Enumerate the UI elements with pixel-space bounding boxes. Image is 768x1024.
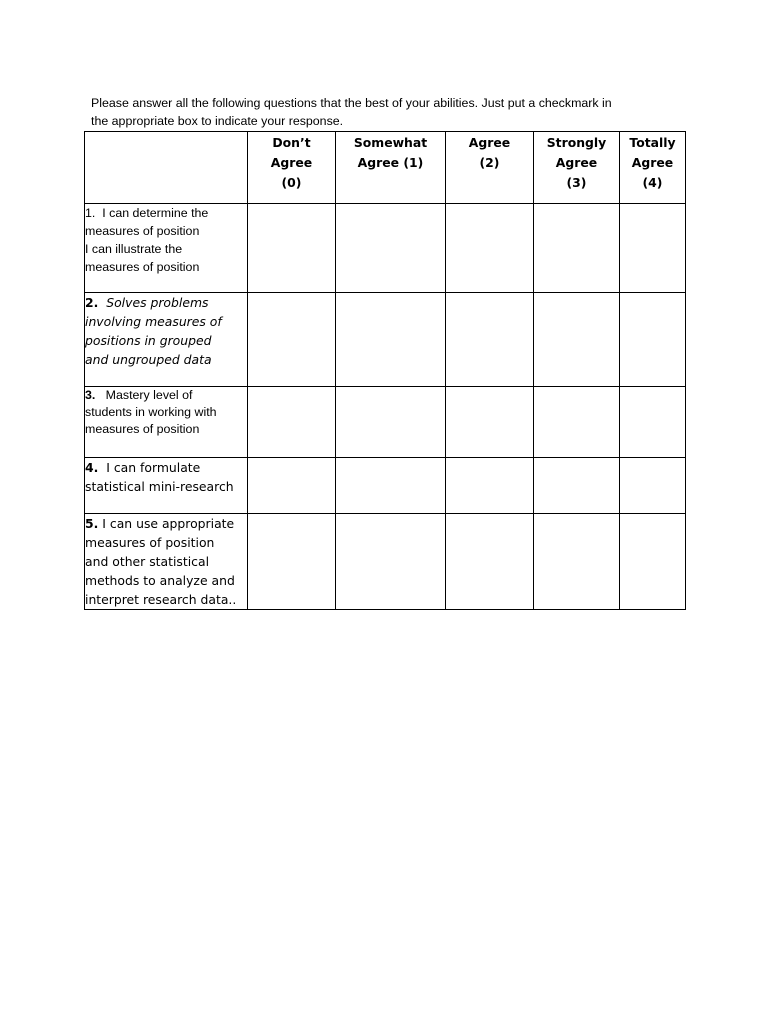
q1-somewhat-agree-checkbox[interactable] <box>336 204 446 293</box>
q4-strongly-agree-checkbox[interactable] <box>534 458 620 514</box>
question-row <box>85 458 686 514</box>
q1-agree-checkbox[interactable] <box>446 204 534 293</box>
header-strongly-agree: Strongly Agree (3) <box>534 132 620 204</box>
instructions-line-1: Please answer all the following questions that the best of your abilities. Just put a checkmark in <box>91 96 612 110</box>
survey-table <box>84 131 686 610</box>
question-5-text: 5. I can use appropriate measures of position and other statistical methods to analyze and interpret research data.. <box>85 514 248 610</box>
q4-somewhat-agree-checkbox[interactable] <box>336 458 446 514</box>
q4-agree-checkbox[interactable] <box>446 458 534 514</box>
header-totally-agree: Totally Agree (4) <box>620 132 686 204</box>
question-2-text: 2. Solves problems involving measures of positions in grouped and ungrouped data <box>85 293 248 387</box>
q5-strongly-agree-checkbox[interactable] <box>534 514 620 610</box>
q2-agree-checkbox[interactable] <box>446 293 534 387</box>
q3-dont-agree-checkbox[interactable] <box>248 387 336 458</box>
question-3-text: 3. Mastery level of students in working with measures of position <box>85 387 248 458</box>
q3-somewhat-agree-checkbox[interactable] <box>336 387 446 458</box>
q1-strongly-agree-checkbox[interactable] <box>534 204 620 293</box>
question-row <box>85 293 686 387</box>
question-1-text: 1. I can determine the measures of position I can illustrate the measures of position <box>85 204 248 293</box>
q3-agree-checkbox[interactable] <box>446 387 534 458</box>
question-row <box>85 514 686 610</box>
q1-dont-agree-checkbox[interactable] <box>248 204 336 293</box>
header-somewhat-agree: Somewhat Agree (1) <box>336 132 446 204</box>
q3-strongly-agree-checkbox[interactable] <box>534 387 620 458</box>
instructions <box>91 94 691 130</box>
q2-somewhat-agree-checkbox[interactable] <box>336 293 446 387</box>
q5-somewhat-agree-checkbox[interactable] <box>336 514 446 610</box>
q1-totally-agree-checkbox[interactable] <box>620 204 686 293</box>
header-blank-cell <box>85 132 248 204</box>
question-row <box>85 204 686 293</box>
q2-strongly-agree-checkbox[interactable] <box>534 293 620 387</box>
q5-totally-agree-checkbox[interactable] <box>620 514 686 610</box>
q2-dont-agree-checkbox[interactable] <box>248 293 336 387</box>
header-agree: Agree (2) <box>446 132 534 204</box>
q3-totally-agree-checkbox[interactable] <box>620 387 686 458</box>
q4-dont-agree-checkbox[interactable] <box>248 458 336 514</box>
q2-totally-agree-checkbox[interactable] <box>620 293 686 387</box>
header-row <box>85 132 686 204</box>
header-dont-agree: Don’t Agree (0) <box>248 132 336 204</box>
question-row <box>85 387 686 458</box>
instructions-line-2: the appropriate box to indicate your response. <box>91 114 344 128</box>
question-4-text: 4. I can formulate statistical mini-research <box>85 458 248 514</box>
q5-agree-checkbox[interactable] <box>446 514 534 610</box>
q5-dont-agree-checkbox[interactable] <box>248 514 336 610</box>
q4-totally-agree-checkbox[interactable] <box>620 458 686 514</box>
